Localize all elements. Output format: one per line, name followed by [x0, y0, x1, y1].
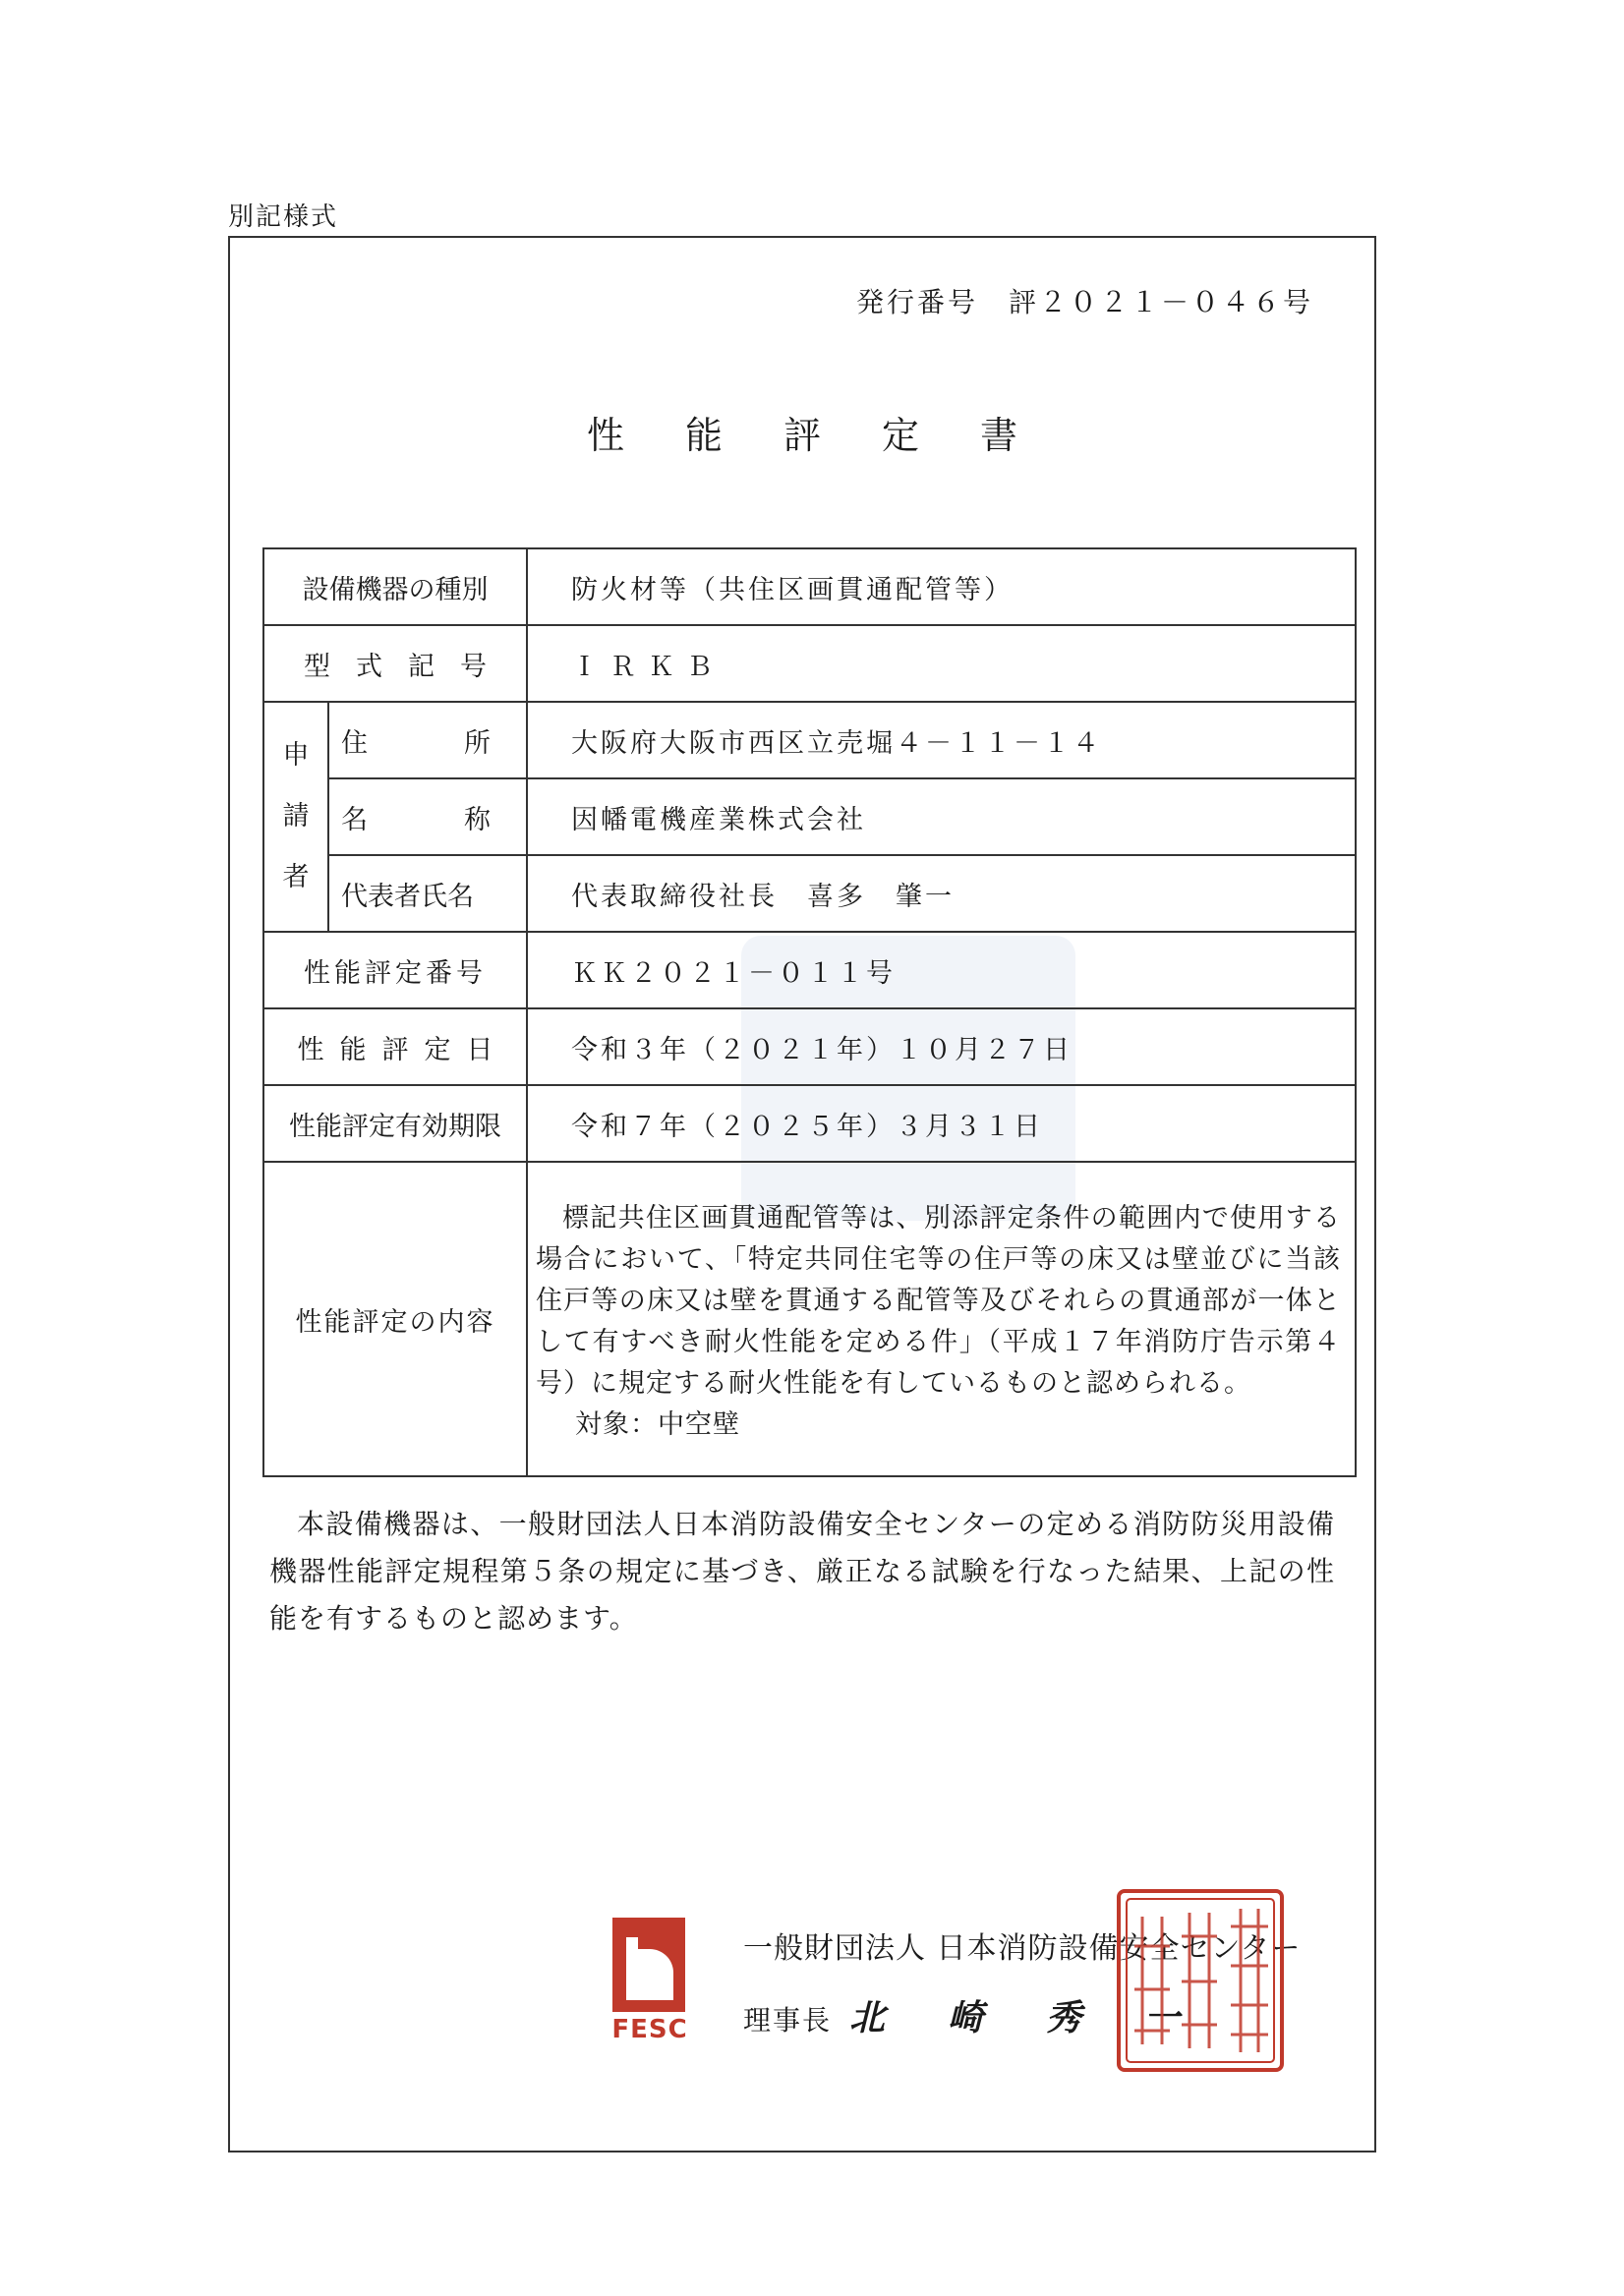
label-eval-number: 性能評定番号 — [263, 932, 527, 1008]
certificate-frame — [228, 236, 1376, 2152]
label-address-a: 住 — [341, 727, 368, 759]
official-seal-icon — [1115, 1887, 1286, 2074]
label-eval-date: 性能評定日 — [263, 1008, 527, 1085]
label-company-name — [328, 778, 527, 855]
value-representative: 代表取締役社長 喜多 肇一 — [527, 855, 1356, 932]
label-model-code: 型式記号 — [263, 625, 527, 702]
document-title: 性能評定書 — [586, 414, 1078, 457]
value-company-name: 因幡電機産業株式会社 — [527, 778, 1356, 855]
applicant-char-2: 請 — [282, 801, 310, 832]
label-address-b: 所 — [464, 727, 491, 759]
row-eval-date — [263, 1008, 1356, 1085]
row-applicant-address — [263, 702, 1356, 778]
chairman-signature: 北崎秀一 — [849, 1997, 1244, 2038]
issue-number: 発行番号 評２０２１－０４６号 — [855, 286, 1313, 318]
label-equipment-type: 設備機器の種別 — [263, 548, 527, 625]
value-address: 大阪府大阪市西区立売堀４－１１－１４ — [527, 702, 1356, 778]
label-name-a: 名 — [341, 804, 368, 835]
closing-statement: 本設備機器は、一般財団法人日本消防設備安全センターの定める消防防災用設備機器性能評定規程第５条の規定に基づき、厳正なる試験を行なった結果、上記の性能を有するものと認めます。 — [269, 1508, 1335, 1635]
fesc-logo-icon — [609, 1914, 689, 2016]
content-body: 標記共住区画貫通配管等は、別添評定条件の範囲内で使用する場合において、「特定共同住宅等の住戸等の床又は壁並びに当該住戸等の床又は壁を貫通する配管等及びそれらの貫通部が一体として有すべき耐火性能を定める件」（平成１７年消防庁告示第４号）に規定する耐火性能を有しているものと認められる。 — [536, 1203, 1341, 1399]
row-applicant-representative — [263, 855, 1356, 932]
value-eval-number: ＫＫ２０２１－０１１号 — [527, 932, 1356, 1008]
row-equipment-type — [263, 548, 1356, 625]
label-valid-until: 性能評定有効期限 — [263, 1085, 527, 1162]
row-eval-number — [263, 932, 1356, 1008]
label-content: 性能評定の内容 — [263, 1162, 527, 1476]
value-model-code: ＩＲＫＢ — [527, 625, 1356, 702]
value-equipment-type: 防火材等（共住区画貫通配管等） — [527, 548, 1356, 625]
row-applicant-name — [263, 778, 1356, 855]
applicant-char-1: 申 — [282, 740, 310, 771]
value-valid-until: 令和７年（２０２５年）３月３１日 — [527, 1085, 1356, 1162]
fesc-logo-text: FESC — [611, 2015, 688, 2044]
row-model-code — [263, 625, 1356, 702]
value-eval-date: 令和３年（２０２１年）１０月２７日 — [527, 1008, 1356, 1085]
certificate-table — [262, 547, 1357, 1477]
issuer-organization: 一般財団法人 日本消防設備安全センター — [743, 1931, 1302, 1966]
label-representative: 代表者氏名 — [328, 855, 527, 932]
content-target: 対象：中空壁 — [575, 1409, 740, 1440]
form-label: 別記様式 — [228, 202, 339, 232]
label-applicant — [263, 702, 328, 932]
row-content — [263, 1162, 1356, 1476]
applicant-char-3: 者 — [282, 862, 310, 892]
row-valid-until — [263, 1085, 1356, 1162]
chairman-title: 理事長 — [743, 2004, 833, 2037]
value-content — [527, 1162, 1356, 1476]
label-address — [328, 702, 527, 778]
label-name-b: 称 — [464, 804, 491, 835]
